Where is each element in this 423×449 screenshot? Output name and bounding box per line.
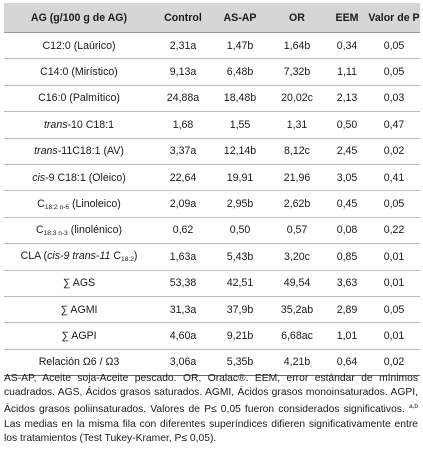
label-rest: (linolénico) xyxy=(67,223,123,236)
cell-as-ap: 9,21b xyxy=(212,323,268,349)
row-label: C16:0 (Palmítico) xyxy=(4,85,154,111)
header-eem: EEM xyxy=(326,3,368,33)
cell-control: 31,3a xyxy=(154,296,212,322)
cell-eem: 0,50 xyxy=(326,112,368,138)
cell-or: 1,64b xyxy=(268,33,326,59)
cell-p-value: 0,02 xyxy=(368,138,420,164)
cell-or: 6,68ac xyxy=(268,323,326,349)
cell-or: 3,20c xyxy=(268,244,326,270)
label-cla-close: ) xyxy=(133,250,138,263)
row-label xyxy=(4,164,154,190)
header-or: OR xyxy=(268,3,326,33)
header-row xyxy=(4,3,420,33)
label-rest: (Linoleico) xyxy=(69,197,121,210)
cell-eem: 3,05 xyxy=(326,164,368,190)
cell-or: 20,02c xyxy=(268,85,326,111)
header-control: Control xyxy=(154,3,212,33)
cell-control: 1,63a xyxy=(154,244,212,270)
cell-p-value: 0,01 xyxy=(368,244,420,270)
cell-eem: 0,64 xyxy=(326,349,368,375)
cell-p-value: 0,05 xyxy=(368,296,420,322)
cell-as-ap: 19,91 xyxy=(212,164,268,190)
fatty-acid-table xyxy=(4,3,420,376)
table-row xyxy=(4,85,420,111)
cell-or: 0,57 xyxy=(268,217,326,243)
cell-p-value: 0,47 xyxy=(368,112,420,138)
row-label xyxy=(4,244,154,270)
cell-eem: 2,13 xyxy=(326,85,368,111)
cell-control: 4,60a xyxy=(154,323,212,349)
cell-eem: 2,89 xyxy=(326,296,368,322)
cell-or: 35,2ab xyxy=(268,296,326,322)
cell-as-ap: 1,47b xyxy=(212,33,268,59)
label-c: C xyxy=(37,197,45,210)
cell-as-ap: 18,48b xyxy=(212,85,268,111)
cell-as-ap: 5,43b xyxy=(212,244,268,270)
cell-p-value: 0,03 xyxy=(368,85,420,111)
cell-or: 8,12c xyxy=(268,138,326,164)
table-row xyxy=(4,296,420,322)
row-label xyxy=(4,191,154,217)
cell-eem: 0,08 xyxy=(326,217,368,243)
row-label xyxy=(4,217,154,243)
cell-eem: 1,11 xyxy=(326,59,368,85)
cell-or: 4,21b xyxy=(268,349,326,375)
row-label xyxy=(4,112,154,138)
cell-eem: 0,45 xyxy=(326,191,368,217)
table-row xyxy=(4,138,420,164)
cell-p-value: 0,41 xyxy=(368,164,420,190)
label-italic-prefix: cis xyxy=(32,171,46,184)
cell-p-value: 0,05 xyxy=(368,59,420,85)
cell-control: 3,06a xyxy=(154,349,212,375)
label-subscript: 18:2 n-6 xyxy=(44,203,70,211)
label-cla-open: CLA ( xyxy=(20,250,48,263)
cell-eem: 3,63 xyxy=(326,270,368,296)
cell-control: 1,68 xyxy=(154,112,212,138)
cell-control: 53,38 xyxy=(154,270,212,296)
table-row xyxy=(4,244,420,270)
cell-as-ap: 6,48b xyxy=(212,59,268,85)
label-suffix: -10 C18:1 xyxy=(67,118,115,131)
cell-or: 7,32b xyxy=(268,59,326,85)
row-label: C12:0 (Laúrico) xyxy=(4,33,154,59)
cell-p-value: 0,01 xyxy=(368,270,420,296)
cell-p-value: 0,05 xyxy=(368,191,420,217)
cell-control: 22,64 xyxy=(154,164,212,190)
table-row xyxy=(4,59,420,85)
cell-as-ap: 0,50 xyxy=(212,217,268,243)
cell-control: 9,13a xyxy=(154,59,212,85)
cell-control: 24,88a xyxy=(154,85,212,111)
row-label: C14:0 (Mirístico) xyxy=(4,59,154,85)
cell-as-ap: 1,55 xyxy=(212,112,268,138)
table-body xyxy=(4,33,420,376)
header-p-value: Valor de P xyxy=(368,3,420,33)
table-row xyxy=(4,191,420,217)
label-suffix: -9 C18:1 (Oleico) xyxy=(45,171,126,184)
cell-p-value: 0,22 xyxy=(368,217,420,243)
table-row xyxy=(4,112,420,138)
cell-control: 2,09a xyxy=(154,191,212,217)
label-cla-c: C xyxy=(110,250,122,263)
cell-as-ap: 12,14b xyxy=(212,138,268,164)
label-c: C xyxy=(35,223,44,236)
row-label: ∑ AGS xyxy=(4,270,154,296)
cell-or: 21,96 xyxy=(268,164,326,190)
cell-as-ap: 2,95b xyxy=(212,191,268,217)
cell-eem: 0,34 xyxy=(326,33,368,59)
cell-or: 49,54 xyxy=(268,270,326,296)
row-label: ∑ AGMI xyxy=(4,296,154,322)
cell-as-ap: 37,9b xyxy=(212,296,268,322)
cell-p-value: 0,02 xyxy=(368,349,420,375)
label-italic-prefix: trans xyxy=(34,145,58,158)
cell-eem: 0,85 xyxy=(326,244,368,270)
cell-eem: 2,45 xyxy=(326,138,368,164)
table-row xyxy=(4,323,420,349)
label-suffix: -11C18:1 (AV) xyxy=(57,145,124,158)
row-label: Relación Ω6 / Ω3 xyxy=(4,349,154,375)
cell-or: 2,62b xyxy=(268,191,326,217)
footnote-superscript: a,b xyxy=(408,403,418,411)
cell-control: 2,31a xyxy=(154,33,212,59)
cell-control: 0,62 xyxy=(154,217,212,243)
table-footnote xyxy=(4,372,418,446)
cell-control: 3,37a xyxy=(154,138,212,164)
label-subscript: 18:3 n-3 xyxy=(43,229,68,237)
footnote-text: AS-AP, Aceite soja-Aceite pescado. OR, Oralac®. EEM, error estándar de mínimos cuadrados. AGS, Ácidos grasos saturados. AGMI, Ácidos grasos monoinsaturados. AGPI, Ácidos grasos poliinsaturados. Valores de P≤ 0,05 fueron considerados significativos. xyxy=(4,373,418,416)
row-label: ∑ AGPI xyxy=(4,323,154,349)
cell-as-ap: 42,51 xyxy=(212,270,268,296)
header-fatty-acid: AG (g/100 g de AG) xyxy=(4,3,154,33)
row-label xyxy=(4,138,154,164)
cell-or: 1,31 xyxy=(268,112,326,138)
table-header xyxy=(4,3,420,33)
header-as-ap: AS-AP xyxy=(212,3,268,33)
label-subscript: 18:2 xyxy=(121,256,134,264)
table-row xyxy=(4,33,420,59)
label-cla-italic: cis-9 trans-11 xyxy=(47,250,111,263)
table-row xyxy=(4,164,420,190)
cell-as-ap: 5,35b xyxy=(212,349,268,375)
footnote-text-continued: Las medias en la misma fila con diferentes superíndices difieren significativamente entre los tratamientos (Test Tukey-Kramer, P≤ 0,05). xyxy=(4,418,418,444)
table-row xyxy=(4,217,420,243)
label-italic-prefix: trans xyxy=(43,118,68,131)
cell-p-value: 0,05 xyxy=(368,33,420,59)
cell-p-value: 0,01 xyxy=(368,323,420,349)
cell-eem: 1,01 xyxy=(326,323,368,349)
table-row xyxy=(4,270,420,296)
